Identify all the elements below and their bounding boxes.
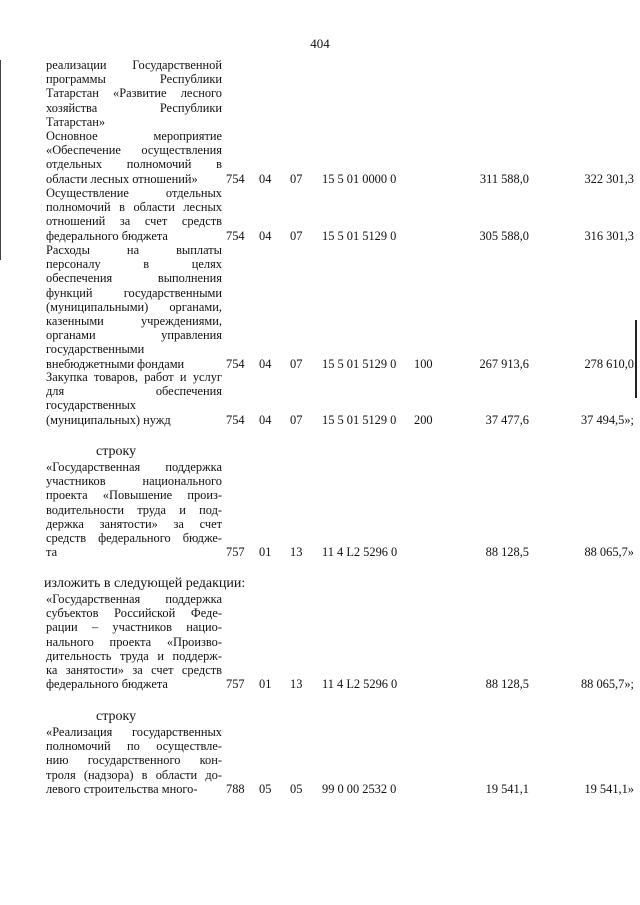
cell-y1: 37 477,6 [485,412,529,427]
description-line: левого строительства много- [46,781,198,796]
cell-csr: 15 5 01 5129 0 [322,228,397,243]
description-line: реализации Государственной [46,58,222,72]
cell-y1: 311 588,0 [479,171,529,186]
description-line: государственными [46,342,145,357]
cell-pr: 05 [290,781,303,796]
cell-pr: 07 [290,412,303,427]
cell-rz: 04 [259,412,272,427]
cell-rz: 04 [259,171,272,186]
description-line: Основное мероприятие [46,129,222,144]
section-heading: строку [96,709,137,724]
cell-y1: 88 128,5 [485,545,529,560]
description-line: нию государственного кон- [46,753,222,768]
description-line: держка занятости» за счет [46,516,222,531]
description-line: Закупка товаров, работ и услуг [46,370,222,384]
cell-rz: 04 [259,356,272,371]
cell-y1: 88 128,5 [485,677,529,692]
section-heading: изложить в следующей редакции: [44,576,246,591]
description-line: отношений за счет средств [46,214,222,229]
cell-y2: 278 610,0 [584,356,634,371]
cell-ved: 754 [226,228,245,243]
description-line: участников национального [46,474,222,489]
description-line: (муниципальными) органами, [46,299,222,314]
cell-ved: 754 [226,356,245,371]
description-line: ка занятости» за счет средств [46,663,222,678]
cell-csr: 15 5 01 0000 0 [322,171,397,186]
section-heading: строку [96,444,137,459]
cell-csr: 99 0 00 2532 0 [322,781,397,796]
cell-y1: 19 541,1 [485,781,529,796]
cell-vr: 200 [414,412,433,427]
description-line: дительность труда и поддерж- [46,648,222,663]
description-line: Осуществление отдельных [46,186,222,200]
description-line: «Государственная поддержка [46,592,222,606]
description-line: та [46,545,58,560]
description-line: федерального бюджета [46,677,168,692]
cell-y2: 316 301,3 [584,228,634,243]
cell-rz: 05 [259,781,272,796]
description-line: рации – участников нацио- [46,620,222,635]
cell-pr: 07 [290,228,303,243]
cell-pr: 13 [290,545,303,560]
description-line: Расходы на выплаты [46,243,222,257]
cell-csr: 11 4 L2 5296 0 [322,545,398,560]
cell-y2: 88 065,7» [584,545,634,560]
description-line: области лесных отношений» [46,171,198,186]
description-line: (муниципальных) нужд [46,412,171,427]
cell-ved: 757 [226,545,245,560]
description-line: персоналу в целях [46,257,222,272]
description-line: Татарстан «Развитие лесного [46,86,222,101]
cell-rz: 01 [259,677,272,692]
description-line: полномочий в области лесных [46,200,222,215]
table-row-values [0,782,640,797]
cell-csr: 11 4 L2 5296 0 [322,677,398,692]
cell-y2: 19 541,1» [584,781,634,796]
description-line: функций государственными [46,285,222,300]
cell-ved: 757 [226,677,245,692]
cell-y2: 322 301,3 [584,171,634,186]
description-line: обеспечения выполнения [46,271,222,286]
cell-ved: 754 [226,171,245,186]
description-line: проекта «Повышение произ- [46,488,222,503]
description-line: «Реализация государственных [46,725,222,739]
cell-y2: 37 494,5»; [580,412,634,427]
cell-y1: 305 588,0 [479,228,529,243]
cell-y1: 267 913,6 [479,356,529,371]
description-line: казенными учреждениями, [46,314,222,329]
description-line: органами управления [46,328,222,343]
cell-pr: 07 [290,171,303,186]
description-line: водительности труда и под- [46,502,222,517]
description-line: «Государственная поддержка [46,460,222,474]
cell-csr: 15 5 01 5129 0 [322,356,397,371]
description-line: «Обеспечение осуществления [46,143,222,158]
description-line: средств федерального бюдже- [46,531,222,546]
table-row-values [0,545,640,560]
description-line: полномочий по осуществле- [46,739,222,754]
table-row-values [0,229,640,244]
cell-rz: 04 [259,228,272,243]
table-row-values [0,413,640,428]
cell-y2: 88 065,7»; [580,677,634,692]
cell-rz: 01 [259,545,272,560]
table-row-values [0,677,640,692]
description-line: Татарстан» [46,114,106,129]
description-line: субъектов Российской Феде- [46,606,222,621]
cell-pr: 13 [290,677,303,692]
description-line: федерального бюджета [46,228,168,243]
description-line: отдельных полномочий в [46,157,222,172]
description-line: государственных [46,398,137,413]
cell-ved: 754 [226,412,245,427]
cell-pr: 07 [290,356,303,371]
page-number: 404 [310,36,330,51]
cell-csr: 15 5 01 5129 0 [322,412,397,427]
description-line: для обеспечения [46,384,222,399]
description-line: внебюджетными фондами [46,356,185,371]
row-description [46,58,222,186]
cell-ved: 788 [226,781,245,796]
description-line: хозяйства Республики [46,100,222,115]
description-line: троля (надзора) в области до- [46,767,222,782]
description-line: нального проекта «Произво- [46,634,222,649]
row-description [46,243,222,371]
description-line: программы Республики [46,72,222,87]
cell-vr: 100 [414,356,433,371]
table-row-values [0,172,640,187]
